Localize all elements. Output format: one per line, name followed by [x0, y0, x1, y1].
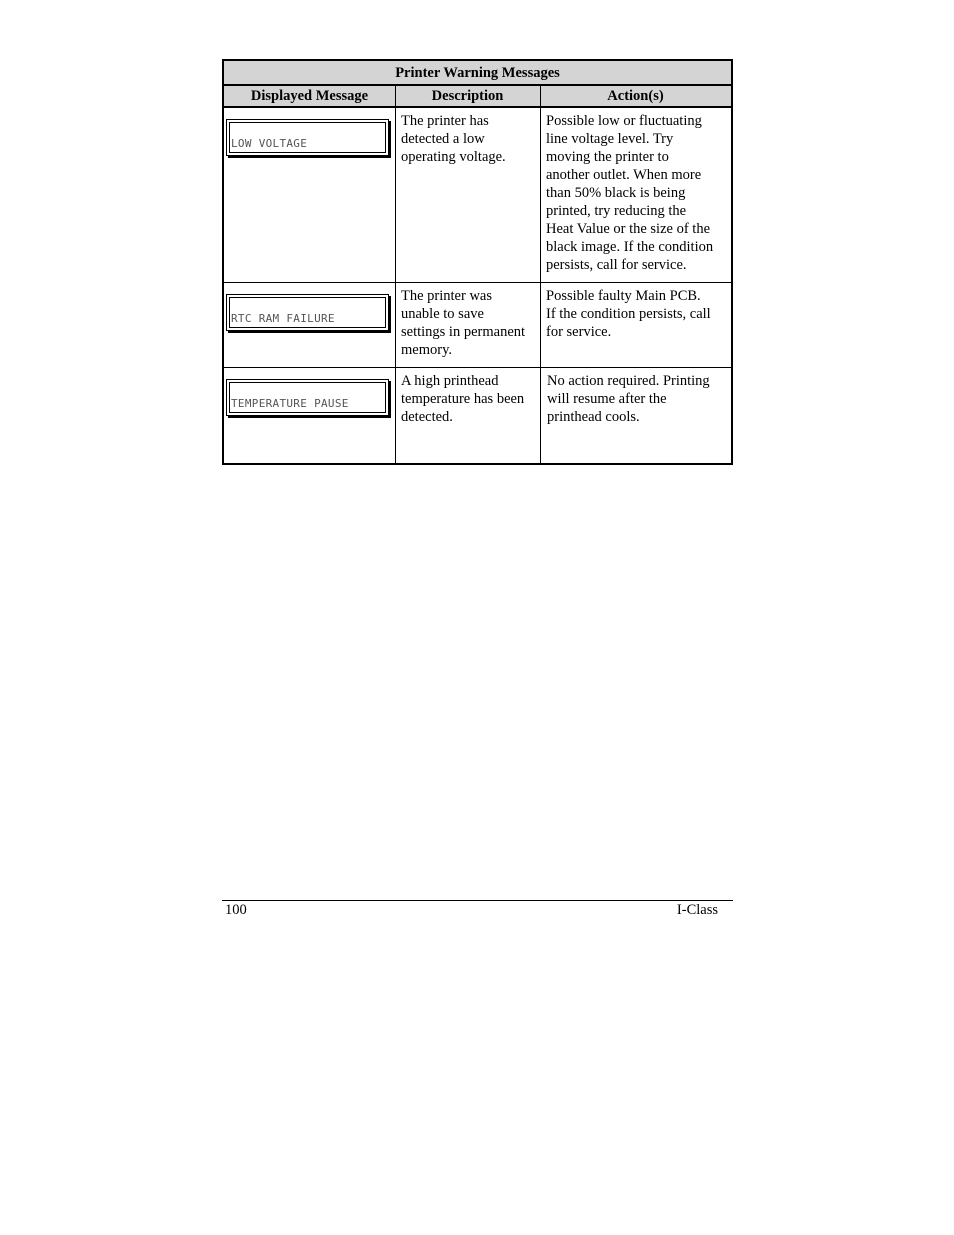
description-cell: The printer has detected a low operating voltage.	[401, 113, 506, 165]
description-cell: A high printhead temperature has been detected.	[401, 373, 525, 425]
displayed-message: LOW VOLTAGE	[231, 137, 308, 150]
lcd-display	[226, 294, 389, 331]
lcd-display	[226, 119, 389, 156]
displayed-message: RTC RAM FAILURE	[231, 312, 335, 325]
header-description: Description	[431, 88, 504, 104]
action-cell: Possible low or fluctuating line voltage level. Try moving the printer to another outlet. When more than 50% black is being printed, try reducing the Heat Value or the size of the black image. If the condition persists, call for service.	[546, 113, 714, 273]
page-number: 100	[225, 902, 247, 918]
table-title: Printer Warning Messages	[224, 61, 731, 86]
table-row	[224, 368, 731, 463]
printer-warning-messages-table	[222, 59, 733, 465]
footer-rule	[222, 900, 733, 901]
table-row	[224, 108, 731, 283]
displayed-message: TEMPERATURE PAUSE	[231, 397, 349, 410]
table-row	[224, 283, 731, 368]
lcd-display	[226, 379, 389, 416]
column-divider	[540, 86, 541, 463]
action-cell: No action required. Printing will resume after the printhead cools.	[547, 373, 710, 425]
product-name: I-Class	[676, 902, 718, 918]
header-displayed-message: Displayed Message	[250, 88, 369, 104]
table-header-row	[224, 86, 731, 108]
action-cell: Possible faulty Main PCB. If the condition persists, call for service.	[546, 288, 711, 340]
description-cell: The printer was unable to save settings in permanent memory.	[401, 288, 526, 358]
column-divider	[395, 86, 396, 463]
header-actions: Action(s)	[607, 88, 664, 104]
